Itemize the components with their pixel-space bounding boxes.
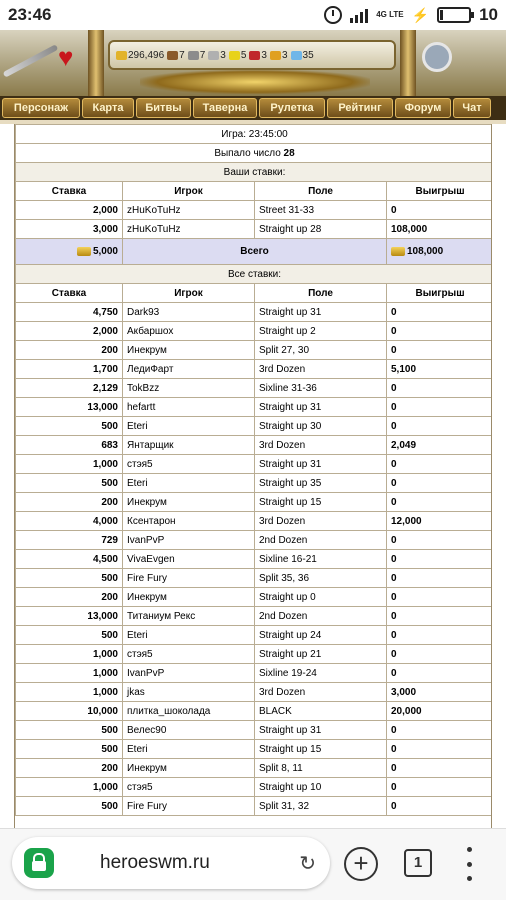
table-row (16, 360, 493, 379)
mercury-icon (208, 51, 219, 60)
table-row (16, 201, 493, 220)
resource-item (291, 50, 314, 61)
win-amount: 0 (387, 398, 493, 417)
header-ornament (140, 70, 370, 94)
win-amount: 0 (387, 474, 493, 493)
resource-item (249, 50, 267, 61)
bet-field: Sixline 16-21 (255, 550, 387, 569)
bet-amount: 13,000 (16, 607, 123, 626)
table-row (16, 683, 493, 702)
sulfur-icon (229, 51, 240, 60)
table-row (16, 474, 493, 493)
player-name[interactable]: zHuKoTuHz (123, 201, 255, 220)
bet-amount: 4,000 (16, 512, 123, 531)
bet-amount: 683 (16, 436, 123, 455)
bet-amount: 10,000 (16, 702, 123, 721)
crystal-icon (249, 51, 260, 60)
new-tab-button[interactable]: + (344, 847, 378, 881)
network-type: 4G LTE (376, 10, 404, 19)
game-header (0, 30, 506, 96)
player-name[interactable]: плитка_шоколада (123, 702, 255, 721)
result-label: Выпало число (214, 147, 281, 159)
gold-icon (77, 247, 91, 256)
player-name[interactable]: jkas (123, 683, 255, 702)
resource-item (188, 50, 206, 61)
table-header (16, 284, 493, 303)
table-row (16, 759, 493, 778)
bet-amount: 200 (16, 341, 123, 360)
column-header: Ставка (16, 284, 123, 303)
table-row (16, 322, 493, 341)
resource-value: 35 (302, 49, 314, 61)
player-name[interactable]: Fire Fury (123, 569, 255, 588)
win-amount: 0 (387, 588, 493, 607)
resource-value: 7 (199, 49, 206, 61)
bet-amount: 500 (16, 569, 123, 588)
bet-amount: 500 (16, 721, 123, 740)
player-name[interactable]: ЛедиФарт (123, 360, 255, 379)
table-row (16, 303, 493, 322)
bet-amount: 1,000 (16, 664, 123, 683)
resource-item (116, 50, 164, 61)
bet-field: BLACK (255, 702, 387, 721)
column-header: Ставка (16, 182, 123, 201)
player-name[interactable]: Янтарщик (123, 436, 255, 455)
address-bar[interactable] (12, 837, 330, 889)
diamond-icon (291, 51, 302, 60)
resource-value: 5 (240, 49, 247, 61)
bet-amount: 500 (16, 797, 123, 816)
total-row (16, 239, 493, 265)
win-amount: 0 (387, 740, 493, 759)
win-amount: 12,000 (387, 512, 493, 531)
result-line (16, 144, 493, 163)
bet-amount: 1,000 (16, 778, 123, 797)
table-row (16, 398, 493, 417)
nav-tab[interactable]: Карта (82, 98, 134, 118)
header-pillar-left (88, 30, 104, 96)
bets-table (15, 124, 492, 816)
nav-tab[interactable]: Чат (453, 98, 491, 118)
status-time: 23:46 (8, 5, 52, 24)
resource-item (229, 50, 247, 61)
resource-item (270, 50, 288, 61)
bet-field: Straight up 31 (255, 455, 387, 474)
table-row (16, 550, 493, 569)
win-amount: 0 (387, 569, 493, 588)
all-bets-title: Все ставки: (16, 265, 493, 284)
bet-amount: 2,000 (16, 322, 123, 341)
lock-icon[interactable] (24, 848, 54, 878)
gems-icon (270, 51, 281, 60)
win-amount: 20,000 (387, 702, 493, 721)
total-bet: 5,000 (16, 239, 123, 265)
alarm-icon (324, 6, 342, 24)
win-amount: 0 (387, 201, 493, 220)
win-amount: 0 (387, 550, 493, 569)
resource-value: 296,496 (128, 49, 165, 61)
player-name[interactable]: VivaEvgen (123, 550, 255, 569)
header-pillar-right (400, 30, 416, 96)
bet-amount: 500 (16, 740, 123, 759)
win-amount: 108,000 (387, 220, 493, 239)
nav-tab[interactable]: Рулетка (259, 98, 325, 118)
player-name[interactable]: IvanPvP (123, 664, 255, 683)
table-row (16, 702, 493, 721)
player-name[interactable]: Eteri (123, 417, 255, 436)
url-text[interactable]: heroeswm.ru (100, 852, 210, 873)
bet-field: Straight up 31 (255, 721, 387, 740)
bet-field: Straight up 21 (255, 645, 387, 664)
bet-amount: 500 (16, 474, 123, 493)
column-header: Поле (255, 182, 387, 201)
bet-field: Street 31-33 (255, 201, 387, 220)
player-name[interactable]: Eteri (123, 740, 255, 759)
bet-field: Straight up 30 (255, 417, 387, 436)
table-row (16, 493, 493, 512)
table-row (16, 721, 493, 740)
sword-icon (3, 44, 59, 77)
player-name[interactable]: Инекрум (123, 759, 255, 778)
table-row (16, 607, 493, 626)
result-number: 28 (283, 147, 295, 159)
player-name[interactable]: стэя5 (123, 455, 255, 474)
table-row (16, 512, 493, 531)
bet-field: Split 31, 32 (255, 797, 387, 816)
player-name[interactable]: стэя5 (123, 778, 255, 797)
resources-bar (108, 40, 396, 70)
player-name[interactable]: Eteri (123, 474, 255, 493)
column-header: Игрок (123, 182, 255, 201)
bet-amount: 3,000 (16, 220, 123, 239)
bet-amount: 500 (16, 417, 123, 436)
nav-tab[interactable]: Рейтинг (327, 98, 393, 118)
win-amount: 0 (387, 493, 493, 512)
reload-icon[interactable]: ↻ (299, 853, 316, 875)
player-name[interactable]: IvanPvP (123, 531, 255, 550)
table-row (16, 379, 493, 398)
gold-icon (116, 51, 127, 60)
bet-field: Straight up 31 (255, 303, 387, 322)
bet-amount: 1,000 (16, 683, 123, 702)
player-name[interactable]: Инекрум (123, 588, 255, 607)
battery-icon (437, 7, 471, 23)
bet-amount: 1,700 (16, 360, 123, 379)
nav-tab[interactable]: Персонаж (2, 98, 80, 118)
table-row (16, 531, 493, 550)
table-row (16, 645, 493, 664)
bet-amount: 200 (16, 493, 123, 512)
player-name[interactable]: Dark93 (123, 303, 255, 322)
player-name[interactable]: zHuKoTuHz (123, 220, 255, 239)
total-win: 108,000 (387, 239, 493, 265)
bet-field: Straight up 10 (255, 778, 387, 797)
game-time: Игра: 23:45:00 (16, 125, 493, 144)
bet-field: Sixline 31-36 (255, 379, 387, 398)
bet-field: Straight up 24 (255, 626, 387, 645)
win-amount: 0 (387, 379, 493, 398)
player-name[interactable]: Eteri (123, 626, 255, 645)
bet-field: 3rd Dozen (255, 683, 387, 702)
column-header: Выигрыш (387, 284, 493, 303)
player-name[interactable]: Титаниум Рекс (123, 607, 255, 626)
wood-icon (167, 51, 178, 60)
table-row (16, 740, 493, 759)
bet-field: Sixline 19-24 (255, 664, 387, 683)
nav-tab[interactable]: Битвы (136, 98, 191, 118)
table-row (16, 626, 493, 645)
bet-field: Split 8, 11 (255, 759, 387, 778)
bet-amount: 200 (16, 588, 123, 607)
table-row (16, 778, 493, 797)
win-amount: 2,049 (387, 436, 493, 455)
column-header: Игрок (123, 284, 255, 303)
bet-amount: 13,000 (16, 398, 123, 417)
win-amount: 0 (387, 455, 493, 474)
bet-field: 3rd Dozen (255, 436, 387, 455)
win-amount: 0 (387, 322, 493, 341)
table-row (16, 569, 493, 588)
roulette-results (14, 124, 492, 828)
main-nav (0, 96, 506, 120)
signal-icon (350, 7, 368, 23)
bet-amount: 1,000 (16, 645, 123, 664)
resource-value: 7 (179, 49, 185, 61)
win-amount: 0 (387, 645, 493, 664)
player-name[interactable]: Ксентарон (123, 512, 255, 531)
table-row (16, 417, 493, 436)
ore-icon (188, 51, 199, 60)
table-row (16, 664, 493, 683)
win-amount: 0 (387, 778, 493, 797)
battery-level: 10 (479, 5, 498, 24)
bet-field: Straight up 28 (255, 220, 387, 239)
bet-field: Straight up 35 (255, 474, 387, 493)
nav-tab[interactable]: Таверна (193, 98, 257, 118)
bet-amount: 2,129 (16, 379, 123, 398)
bet-field: Straight up 31 (255, 398, 387, 417)
table-row (16, 455, 493, 474)
bet-field: Straight up 0 (255, 588, 387, 607)
bet-amount: 4,750 (16, 303, 123, 322)
bet-field: Split 27, 30 (255, 341, 387, 360)
player-name[interactable]: Акбаршох (123, 322, 255, 341)
menu-icon[interactable] (464, 847, 474, 881)
resource-value: 3 (261, 49, 267, 61)
bet-field: Split 35, 36 (255, 569, 387, 588)
my-bets-title: Ваши ставки: (16, 163, 493, 182)
win-amount: 0 (387, 626, 493, 645)
nav-tab[interactable]: Форум (395, 98, 451, 118)
ring-icon[interactable] (422, 42, 452, 72)
bet-field: Straight up 15 (255, 740, 387, 759)
table-header (16, 182, 493, 201)
win-amount: 0 (387, 759, 493, 778)
win-amount: 0 (387, 341, 493, 360)
bet-amount: 500 (16, 626, 123, 645)
bet-amount: 200 (16, 759, 123, 778)
win-amount: 0 (387, 303, 493, 322)
health-heart-icon[interactable]: ♥ (58, 42, 74, 72)
win-amount: 0 (387, 797, 493, 816)
resource-value: 3 (220, 49, 226, 61)
table-row (16, 588, 493, 607)
bet-amount: 4,500 (16, 550, 123, 569)
bet-field: Straight up 2 (255, 322, 387, 341)
table-row (16, 797, 493, 816)
bet-field: 2nd Dozen (255, 531, 387, 550)
charging-icon: ⚡ (411, 6, 430, 23)
resource-value: 3 (281, 49, 288, 61)
bet-field: Straight up 15 (255, 493, 387, 512)
bet-amount: 2,000 (16, 201, 123, 220)
column-header: Выигрыш (387, 182, 493, 201)
win-amount: 0 (387, 417, 493, 436)
resource-item (208, 50, 226, 61)
win-amount: 0 (387, 721, 493, 740)
table-row (16, 220, 493, 239)
bet-field: 3rd Dozen (255, 512, 387, 531)
bet-field: 2nd Dozen (255, 607, 387, 626)
browser-toolbar (0, 828, 506, 900)
win-amount: 3,000 (387, 683, 493, 702)
bet-field: 3rd Dozen (255, 360, 387, 379)
player-name[interactable]: Инекрум (123, 341, 255, 360)
tab-switcher-button[interactable]: 1 (404, 849, 432, 877)
total-label: Всего (123, 239, 387, 265)
column-header: Поле (255, 284, 387, 303)
resource-item (167, 50, 185, 61)
table-row (16, 436, 493, 455)
player-name[interactable]: Fire Fury (123, 797, 255, 816)
bet-amount: 1,000 (16, 455, 123, 474)
player-name[interactable]: TokBzz (123, 379, 255, 398)
win-amount: 0 (387, 531, 493, 550)
player-name[interactable]: Велес90 (123, 721, 255, 740)
status-bar (0, 0, 506, 30)
win-amount: 0 (387, 664, 493, 683)
win-amount: 5,100 (387, 360, 493, 379)
player-name[interactable]: Инекрум (123, 493, 255, 512)
gold-icon (391, 247, 405, 256)
table-row (16, 341, 493, 360)
bet-amount: 729 (16, 531, 123, 550)
win-amount: 0 (387, 607, 493, 626)
player-name[interactable]: hefartt (123, 398, 255, 417)
player-name[interactable]: стэя5 (123, 645, 255, 664)
